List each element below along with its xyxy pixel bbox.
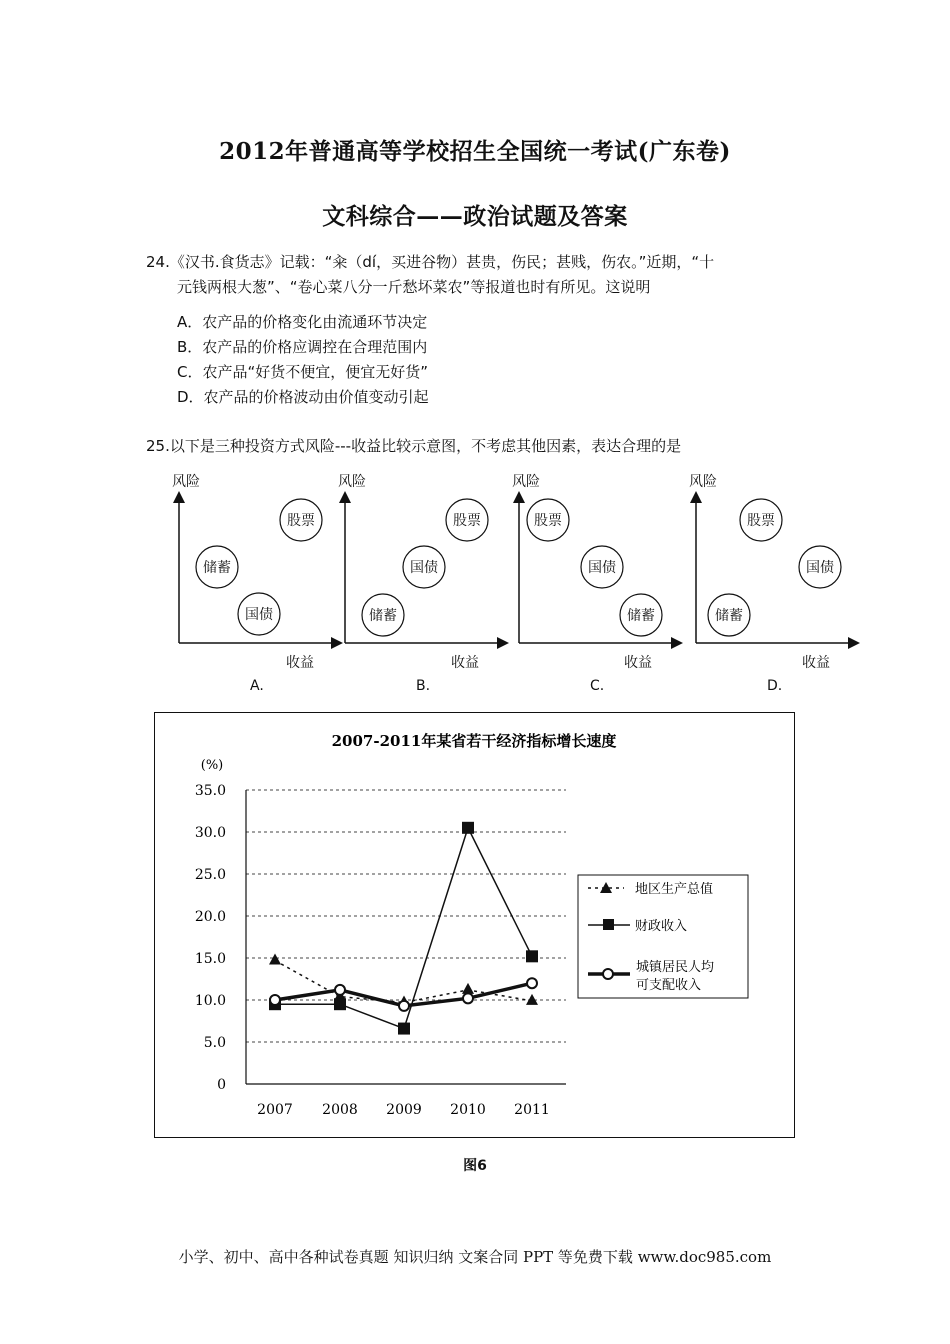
legend-fiscal: 财政收入 bbox=[635, 919, 688, 934]
diagram-d-first-label: 国债 bbox=[806, 560, 834, 576]
diagram-a-y-label: 风险 bbox=[172, 474, 200, 490]
exam-subtitle: 文科综合——政治试题及答案 bbox=[322, 203, 628, 230]
diagram-a-option: A. bbox=[250, 678, 264, 694]
x-tick-label: 2009 bbox=[386, 1102, 422, 1118]
x-tick-label: 2010 bbox=[450, 1102, 486, 1118]
legend-circle-icon bbox=[603, 969, 613, 979]
series-fiscal-point bbox=[398, 1023, 410, 1035]
diagram-b-stock-label: 股票 bbox=[453, 513, 481, 529]
series-income-point bbox=[270, 995, 280, 1005]
series-income-point bbox=[527, 978, 537, 988]
legend-income-line2: 可支配收入 bbox=[636, 978, 702, 993]
y-tick-label: 15.0 bbox=[194, 951, 226, 967]
diagram-b-second-label: 储蓄 bbox=[369, 608, 397, 624]
y-tick-label: 30.0 bbox=[194, 825, 226, 841]
question-24-option-a: A．农产品的价格变化由流通环节决定 bbox=[177, 313, 428, 331]
diagram-b-first-label: 国债 bbox=[410, 560, 438, 576]
series-fiscal-point bbox=[462, 822, 474, 834]
legend-square-icon bbox=[603, 919, 614, 930]
x-tick-label: 2008 bbox=[322, 1102, 358, 1118]
question-24-text-line2: 元钱两根大葱”、“卷心菜八分一斤愁坏菜农”等报道也时有所见。这说明 bbox=[177, 278, 651, 296]
diagram-c-y-label: 风险 bbox=[512, 474, 540, 490]
y-tick-label: 25.0 bbox=[194, 867, 226, 883]
chart-caption: 图6 bbox=[463, 1158, 487, 1174]
diagram-b-option: B. bbox=[416, 678, 431, 694]
y-tick-label: 35.0 bbox=[194, 783, 226, 799]
risk-return-diagrams bbox=[0, 465, 950, 705]
legend-income-line1: 城镇居民人均 bbox=[636, 960, 715, 975]
diagram-c bbox=[512, 474, 677, 694]
diagram-a-x-label: 收益 bbox=[286, 655, 314, 671]
chart-title: 2007-2011年某省若干经济指标增长速度 bbox=[331, 732, 617, 750]
exam-title: 2012年普通高等学校招生全国统一考试(广东卷) bbox=[219, 138, 731, 165]
diagram-d-stock-label: 股票 bbox=[747, 513, 775, 529]
diagram-d-x-label: 收益 bbox=[802, 655, 830, 671]
y-tick-label: 0 bbox=[217, 1077, 226, 1093]
x-tick-label: 2011 bbox=[514, 1102, 550, 1118]
diagram-b-y-label: 风险 bbox=[338, 474, 366, 490]
legend-gdp: 地区生产总值 bbox=[635, 882, 714, 897]
diagram-b bbox=[338, 474, 503, 694]
y-tick-label: 5.0 bbox=[203, 1035, 226, 1051]
diagram-d-second-label: 储蓄 bbox=[715, 608, 743, 624]
y-tick-label: 10.0 bbox=[194, 993, 226, 1009]
series-fiscal-point bbox=[334, 998, 346, 1010]
y-tick-label: 20.0 bbox=[194, 909, 226, 925]
diagram-c-x-label: 收益 bbox=[624, 655, 652, 671]
diagram-d bbox=[689, 474, 854, 694]
diagram-a-first-label: 储蓄 bbox=[203, 560, 231, 576]
question-25-text: 25.以下是三种投资方式风险---收益比较示意图，不考虑其他因素，表达合理的是 bbox=[146, 437, 682, 455]
chart-legend bbox=[578, 875, 748, 998]
diagram-c-option: C. bbox=[590, 678, 605, 694]
series-income-point bbox=[335, 985, 345, 995]
diagram-a-second-label: 国债 bbox=[245, 607, 273, 623]
diagram-d-y-label: 风险 bbox=[689, 474, 717, 490]
diagram-c-stock-label: 股票 bbox=[534, 513, 562, 529]
series-income-point bbox=[463, 993, 473, 1003]
question-24-option-d: D．农产品的价格波动由价值变动引起 bbox=[177, 388, 429, 406]
growth-chart bbox=[154, 712, 796, 1139]
diagram-c-first-label: 国债 bbox=[588, 560, 616, 576]
question-24-text-line1: 24.《汉书.食货志》记载：“籴（dí，买进谷物）甚贵，伤民；甚贱，伤农。”近期，“十 bbox=[146, 253, 715, 271]
diagram-c-second-label: 储蓄 bbox=[627, 608, 655, 624]
series-fiscal-point bbox=[526, 950, 538, 962]
diagram-d-option: D. bbox=[767, 678, 783, 694]
diagram-a bbox=[172, 474, 337, 694]
diagram-b-x-label: 收益 bbox=[451, 655, 479, 671]
series-income-point bbox=[399, 1001, 409, 1011]
diagram-a-stock-label: 股票 bbox=[287, 513, 315, 529]
x-tick-label: 2007 bbox=[257, 1102, 293, 1118]
question-24-option-c: C．农产品“好货不便宜，便宜无好货” bbox=[177, 363, 429, 381]
footer: 小学、初中、高中各种试卷真题 知识归纳 文案合同 PPT 等免费下载 www.doc985.com bbox=[178, 1248, 772, 1266]
question-24-option-b: B．农产品的价格应调控在合理范围内 bbox=[177, 338, 428, 356]
chart-y-unit: (%) bbox=[200, 758, 224, 773]
